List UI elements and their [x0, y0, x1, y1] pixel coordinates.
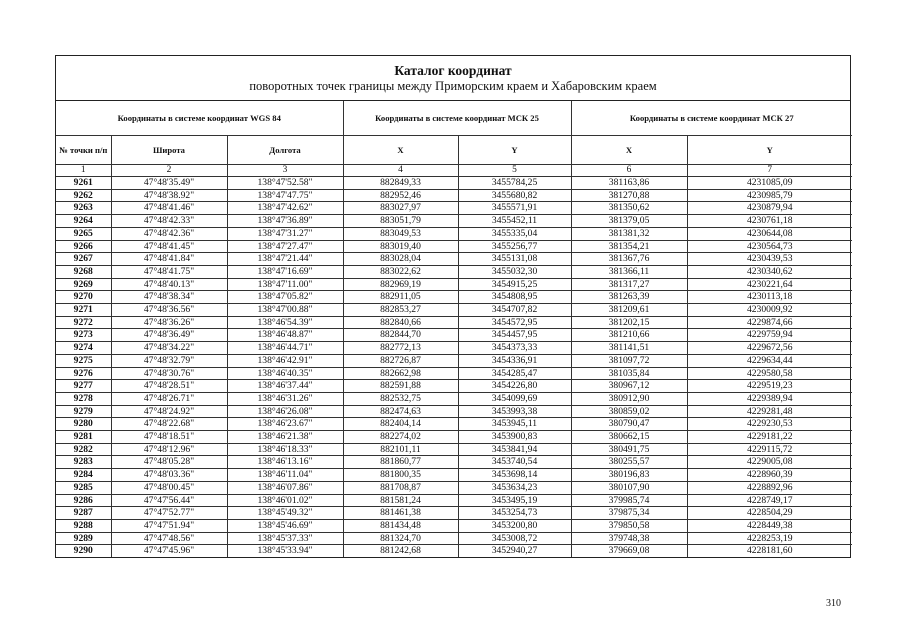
- point-number-cell: 9271: [56, 304, 111, 317]
- msk27-x-cell: 381366,11: [571, 265, 687, 278]
- msk27-y-cell: 4228892,96: [687, 481, 852, 494]
- table-row: [56, 456, 852, 469]
- point-number-cell: 9282: [56, 443, 111, 456]
- point-number-cell: 9281: [56, 431, 111, 444]
- longitude-cell: 138°46'07.86": [227, 481, 343, 494]
- latitude-cell: 47°48'03.36": [111, 469, 227, 482]
- msk27-x-cell: 381141,51: [571, 342, 687, 355]
- msk25-y-cell: 3453008,72: [458, 532, 571, 545]
- table-row: [56, 342, 852, 355]
- msk27-x-cell: 381163,86: [571, 177, 687, 190]
- point-number-cell: 9284: [56, 469, 111, 482]
- msk27-y-cell: 4230113,18: [687, 291, 852, 304]
- table-row: [56, 519, 852, 532]
- column-number: 2: [111, 165, 227, 177]
- point-number-cell: 9274: [56, 342, 111, 355]
- msk25-x-cell: 882969,19: [343, 278, 458, 291]
- msk25-y-cell: 3454808,95: [458, 291, 571, 304]
- table-row: [56, 304, 852, 317]
- longitude-cell: 138°46'21.38": [227, 431, 343, 444]
- msk25-x-cell: 882849,33: [343, 177, 458, 190]
- column-header-msk27-y: Y: [687, 136, 852, 165]
- point-number-cell: 9290: [56, 545, 111, 557]
- msk27-x-cell: 380255,57: [571, 456, 687, 469]
- msk27-y-cell: 4230644,08: [687, 227, 852, 240]
- longitude-cell: 138°47'52.58": [227, 177, 343, 190]
- msk25-x-cell: 882591,88: [343, 380, 458, 393]
- table-row: [56, 291, 852, 304]
- table-row: [56, 278, 852, 291]
- table-row: [56, 418, 852, 431]
- table-row: [56, 215, 852, 228]
- column-header-longitude: Долгота: [227, 136, 343, 165]
- msk27-y-cell: 4230439,53: [687, 253, 852, 266]
- point-number-cell: 9283: [56, 456, 111, 469]
- table-row: [56, 227, 852, 240]
- msk27-x-cell: 381354,21: [571, 240, 687, 253]
- msk27-y-cell: 4229874,66: [687, 316, 852, 329]
- msk25-y-cell: 3453698,14: [458, 469, 571, 482]
- msk27-y-cell: 4230221,64: [687, 278, 852, 291]
- msk25-y-cell: 3453841,94: [458, 443, 571, 456]
- table-row: [56, 469, 852, 482]
- msk27-x-cell: 381097,72: [571, 354, 687, 367]
- point-number-cell: 9276: [56, 367, 111, 380]
- msk25-y-cell: 3453634,23: [458, 481, 571, 494]
- latitude-cell: 47°48'38.92": [111, 189, 227, 202]
- column-header-msk27-x: X: [571, 136, 687, 165]
- msk27-y-cell: 4228181,60: [687, 545, 852, 557]
- latitude-cell: 47°48'36.26": [111, 316, 227, 329]
- msk27-x-cell: 381367,76: [571, 253, 687, 266]
- msk25-y-cell: 3455784,25: [458, 177, 571, 190]
- msk27-y-cell: 4229005,08: [687, 456, 852, 469]
- msk27-x-cell: 380196,83: [571, 469, 687, 482]
- longitude-cell: 138°47'31.27": [227, 227, 343, 240]
- latitude-cell: 47°48'22.68": [111, 418, 227, 431]
- longitude-cell: 138°47'36.89": [227, 215, 343, 228]
- msk27-x-cell: 381209,61: [571, 304, 687, 317]
- longitude-cell: 138°46'01.02": [227, 494, 343, 507]
- msk27-y-cell: 4229759,94: [687, 329, 852, 342]
- point-number-cell: 9265: [56, 227, 111, 240]
- latitude-cell: 47°47'52.77": [111, 507, 227, 520]
- longitude-cell: 138°46'54.39": [227, 316, 343, 329]
- table-row: [56, 367, 852, 380]
- msk27-x-cell: 381202,15: [571, 316, 687, 329]
- point-number-cell: 9267: [56, 253, 111, 266]
- latitude-cell: 47°48'34.22": [111, 342, 227, 355]
- msk27-y-cell: 4230340,62: [687, 265, 852, 278]
- msk25-x-cell: 881461,38: [343, 507, 458, 520]
- msk25-x-cell: 882844,70: [343, 329, 458, 342]
- msk27-y-cell: 4228449,38: [687, 519, 852, 532]
- coordinate-catalog: [55, 55, 851, 558]
- msk25-x-cell: 882911,05: [343, 291, 458, 304]
- latitude-cell: 47°48'28.51": [111, 380, 227, 393]
- msk27-x-cell: 381263,39: [571, 291, 687, 304]
- latitude-cell: 47°48'36.49": [111, 329, 227, 342]
- group-header-wgs84: Координаты в системе координат WGS 84: [56, 101, 343, 136]
- msk25-x-cell: 881434,48: [343, 519, 458, 532]
- msk25-x-cell: 883051,79: [343, 215, 458, 228]
- msk27-y-cell: 4230009,92: [687, 304, 852, 317]
- msk25-y-cell: 3454336,91: [458, 354, 571, 367]
- msk25-x-cell: 883019,40: [343, 240, 458, 253]
- latitude-cell: 47°48'26.71": [111, 392, 227, 405]
- longitude-cell: 138°47'00.88": [227, 304, 343, 317]
- msk27-y-cell: 4228504,29: [687, 507, 852, 520]
- msk27-x-cell: 380967,12: [571, 380, 687, 393]
- msk25-y-cell: 3454707,82: [458, 304, 571, 317]
- point-number-cell: 9279: [56, 405, 111, 418]
- point-number-cell: 9273: [56, 329, 111, 342]
- longitude-cell: 138°46'11.04": [227, 469, 343, 482]
- msk27-y-cell: 4229634,44: [687, 354, 852, 367]
- point-number-cell: 9289: [56, 532, 111, 545]
- msk25-x-cell: 881242,68: [343, 545, 458, 557]
- column-number: 1: [56, 165, 111, 177]
- longitude-cell: 138°47'47.75": [227, 189, 343, 202]
- group-header-msk25: Координаты в системе координат МСК 25: [343, 101, 571, 136]
- msk25-x-cell: 883022,62: [343, 265, 458, 278]
- longitude-cell: 138°46'23.67": [227, 418, 343, 431]
- msk27-x-cell: 379985,74: [571, 494, 687, 507]
- point-number-cell: 9287: [56, 507, 111, 520]
- title-block: [56, 56, 850, 101]
- msk25-y-cell: 3455452,11: [458, 215, 571, 228]
- msk27-x-cell: 380912,90: [571, 392, 687, 405]
- msk25-x-cell: 883049,53: [343, 227, 458, 240]
- msk25-y-cell: 3455335,04: [458, 227, 571, 240]
- latitude-cell: 47°47'56.44": [111, 494, 227, 507]
- msk25-x-cell: 882853,27: [343, 304, 458, 317]
- msk25-y-cell: 3455571,91: [458, 202, 571, 215]
- longitude-cell: 138°46'44.71": [227, 342, 343, 355]
- msk25-y-cell: 3454285,47: [458, 367, 571, 380]
- msk25-x-cell: 881581,24: [343, 494, 458, 507]
- longitude-cell: 138°47'27.47": [227, 240, 343, 253]
- point-number-cell: 9266: [56, 240, 111, 253]
- table-row: [56, 329, 852, 342]
- msk27-x-cell: 381035,84: [571, 367, 687, 380]
- latitude-cell: 47°47'45.96": [111, 545, 227, 557]
- msk27-y-cell: 4230985,79: [687, 189, 852, 202]
- point-number-cell: 9285: [56, 481, 111, 494]
- msk27-x-cell: 381379,05: [571, 215, 687, 228]
- column-header-latitude: Широта: [111, 136, 227, 165]
- latitude-cell: 47°48'42.36": [111, 227, 227, 240]
- msk25-x-cell: 882101,11: [343, 443, 458, 456]
- msk27-y-cell: 4231085,09: [687, 177, 852, 190]
- longitude-cell: 138°47'05.82": [227, 291, 343, 304]
- table-row: [56, 177, 852, 190]
- page-number: 310: [826, 598, 841, 609]
- table-row: [56, 507, 852, 520]
- table-row: [56, 545, 852, 557]
- column-header-row: [56, 136, 852, 165]
- table-row: [56, 354, 852, 367]
- point-number-cell: 9275: [56, 354, 111, 367]
- msk25-x-cell: 882840,66: [343, 316, 458, 329]
- latitude-cell: 47°48'35.49": [111, 177, 227, 190]
- point-number-cell: 9264: [56, 215, 111, 228]
- msk27-x-cell: 381270,88: [571, 189, 687, 202]
- point-number-cell: 9278: [56, 392, 111, 405]
- msk25-y-cell: 3454373,33: [458, 342, 571, 355]
- msk25-y-cell: 3454572,95: [458, 316, 571, 329]
- latitude-cell: 47°48'24.92": [111, 405, 227, 418]
- msk25-y-cell: 3453740,54: [458, 456, 571, 469]
- column-number: 4: [343, 165, 458, 177]
- msk27-y-cell: 4228253,19: [687, 532, 852, 545]
- latitude-cell: 47°48'32.79": [111, 354, 227, 367]
- msk27-y-cell: 4228749,17: [687, 494, 852, 507]
- msk27-x-cell: 379850,58: [571, 519, 687, 532]
- column-number-row: [56, 165, 852, 177]
- longitude-cell: 138°45'49.32": [227, 507, 343, 520]
- column-header-msk25-y: Y: [458, 136, 571, 165]
- msk25-x-cell: 883028,04: [343, 253, 458, 266]
- group-header-msk27: Координаты в системе координат МСК 27: [571, 101, 852, 136]
- msk27-x-cell: 381317,27: [571, 278, 687, 291]
- table-row: [56, 265, 852, 278]
- msk25-x-cell: 882474,63: [343, 405, 458, 418]
- msk25-y-cell: 3455256,77: [458, 240, 571, 253]
- msk27-y-cell: 4229115,72: [687, 443, 852, 456]
- longitude-cell: 138°46'13.16": [227, 456, 343, 469]
- longitude-cell: 138°46'18.33": [227, 443, 343, 456]
- point-number-cell: 9280: [56, 418, 111, 431]
- msk27-x-cell: 379748,38: [571, 532, 687, 545]
- msk27-x-cell: 380662,15: [571, 431, 687, 444]
- msk25-x-cell: 881800,35: [343, 469, 458, 482]
- table-row: [56, 253, 852, 266]
- msk27-y-cell: 4229281,48: [687, 405, 852, 418]
- table-row: [56, 392, 852, 405]
- table-row: [56, 532, 852, 545]
- latitude-cell: 47°47'48.56": [111, 532, 227, 545]
- msk27-y-cell: 4229580,58: [687, 367, 852, 380]
- point-number-cell: 9263: [56, 202, 111, 215]
- longitude-cell: 138°45'37.33": [227, 532, 343, 545]
- table-row: [56, 443, 852, 456]
- latitude-cell: 47°48'42.33": [111, 215, 227, 228]
- msk25-y-cell: 3454226,80: [458, 380, 571, 393]
- latitude-cell: 47°48'12.96": [111, 443, 227, 456]
- msk25-x-cell: 882532,75: [343, 392, 458, 405]
- msk27-y-cell: 4229672,56: [687, 342, 852, 355]
- msk27-y-cell: 4230761,18: [687, 215, 852, 228]
- latitude-cell: 47°48'18.51": [111, 431, 227, 444]
- point-number-cell: 9286: [56, 494, 111, 507]
- column-number: 5: [458, 165, 571, 177]
- point-number-cell: 9288: [56, 519, 111, 532]
- table-row: [56, 202, 852, 215]
- latitude-cell: 47°48'41.45": [111, 240, 227, 253]
- msk25-y-cell: 3453495,19: [458, 494, 571, 507]
- point-number-cell: 9270: [56, 291, 111, 304]
- point-number-cell: 9272: [56, 316, 111, 329]
- msk27-x-cell: 380790,47: [571, 418, 687, 431]
- msk25-y-cell: 3454099,69: [458, 392, 571, 405]
- msk27-x-cell: 381350,62: [571, 202, 687, 215]
- longitude-cell: 138°47'42.62": [227, 202, 343, 215]
- latitude-cell: 47°48'00.45": [111, 481, 227, 494]
- longitude-cell: 138°46'48.87": [227, 329, 343, 342]
- msk27-x-cell: 380491,75: [571, 443, 687, 456]
- msk25-x-cell: 882404,14: [343, 418, 458, 431]
- table-row: [56, 240, 852, 253]
- latitude-cell: 47°47'51.94": [111, 519, 227, 532]
- longitude-cell: 138°45'33.94": [227, 545, 343, 557]
- latitude-cell: 47°48'38.34": [111, 291, 227, 304]
- msk25-y-cell: 3453993,38: [458, 405, 571, 418]
- msk25-x-cell: 881708,87: [343, 481, 458, 494]
- longitude-cell: 138°46'26.08": [227, 405, 343, 418]
- msk25-y-cell: 3454915,25: [458, 278, 571, 291]
- catalog-title: Каталог координат: [394, 63, 512, 78]
- msk25-x-cell: 882726,87: [343, 354, 458, 367]
- latitude-cell: 47°48'36.56": [111, 304, 227, 317]
- longitude-cell: 138°46'37.44": [227, 380, 343, 393]
- point-number-cell: 9268: [56, 265, 111, 278]
- msk27-y-cell: 4229230,53: [687, 418, 852, 431]
- msk25-y-cell: 3455680,82: [458, 189, 571, 202]
- msk25-x-cell: 883027,97: [343, 202, 458, 215]
- table-row: [56, 494, 852, 507]
- table-row: [56, 189, 852, 202]
- table-row: [56, 431, 852, 444]
- msk25-y-cell: 3453900,83: [458, 431, 571, 444]
- msk27-y-cell: 4229389,94: [687, 392, 852, 405]
- msk27-x-cell: 380107,90: [571, 481, 687, 494]
- longitude-cell: 138°46'31.26": [227, 392, 343, 405]
- msk27-y-cell: 4228960,39: [687, 469, 852, 482]
- table-row: [56, 405, 852, 418]
- point-number-cell: 9261: [56, 177, 111, 190]
- msk27-x-cell: 380859,02: [571, 405, 687, 418]
- msk25-y-cell: 3452940,27: [458, 545, 571, 557]
- group-header-row: [56, 101, 852, 136]
- column-number: 6: [571, 165, 687, 177]
- latitude-cell: 47°48'41.46": [111, 202, 227, 215]
- column-number: 3: [227, 165, 343, 177]
- longitude-cell: 138°47'16.69": [227, 265, 343, 278]
- coordinates-table: [56, 101, 852, 557]
- msk27-y-cell: 4229519,23: [687, 380, 852, 393]
- longitude-cell: 138°47'21.44": [227, 253, 343, 266]
- table-row: [56, 380, 852, 393]
- msk25-y-cell: 3455131,08: [458, 253, 571, 266]
- longitude-cell: 138°47'11.00": [227, 278, 343, 291]
- longitude-cell: 138°45'46.69": [227, 519, 343, 532]
- msk25-x-cell: 882772,13: [343, 342, 458, 355]
- msk25-x-cell: 882662,98: [343, 367, 458, 380]
- latitude-cell: 47°48'30.76": [111, 367, 227, 380]
- msk27-x-cell: 379875,34: [571, 507, 687, 520]
- latitude-cell: 47°48'41.84": [111, 253, 227, 266]
- msk25-y-cell: 3454457,95: [458, 329, 571, 342]
- latitude-cell: 47°48'40.13": [111, 278, 227, 291]
- table-body: [56, 177, 852, 558]
- column-header-point-number: № точки п/п: [56, 136, 111, 165]
- latitude-cell: 47°48'05.28": [111, 456, 227, 469]
- column-number: 7: [687, 165, 852, 177]
- point-number-cell: 9262: [56, 189, 111, 202]
- msk25-y-cell: 3455032,30: [458, 265, 571, 278]
- msk27-x-cell: 381210,66: [571, 329, 687, 342]
- msk27-y-cell: 4230564,73: [687, 240, 852, 253]
- msk25-x-cell: 881324,70: [343, 532, 458, 545]
- msk27-x-cell: 381381,32: [571, 227, 687, 240]
- point-number-cell: 9269: [56, 278, 111, 291]
- table-row: [56, 316, 852, 329]
- msk25-x-cell: 882274,02: [343, 431, 458, 444]
- msk25-x-cell: 881860,77: [343, 456, 458, 469]
- longitude-cell: 138°46'40.35": [227, 367, 343, 380]
- catalog-subtitle: поворотных точек границы между Приморским краем и Хабаровским краем: [249, 79, 657, 93]
- msk27-y-cell: 4230879,94: [687, 202, 852, 215]
- msk25-x-cell: 882952,46: [343, 189, 458, 202]
- msk25-y-cell: 3453945,11: [458, 418, 571, 431]
- column-header-msk25-x: X: [343, 136, 458, 165]
- msk27-x-cell: 379669,08: [571, 545, 687, 557]
- point-number-cell: 9277: [56, 380, 111, 393]
- msk25-y-cell: 3453200,80: [458, 519, 571, 532]
- longitude-cell: 138°46'42.91": [227, 354, 343, 367]
- latitude-cell: 47°48'41.75": [111, 265, 227, 278]
- msk25-y-cell: 3453254,73: [458, 507, 571, 520]
- msk27-y-cell: 4229181,22: [687, 431, 852, 444]
- table-row: [56, 481, 852, 494]
